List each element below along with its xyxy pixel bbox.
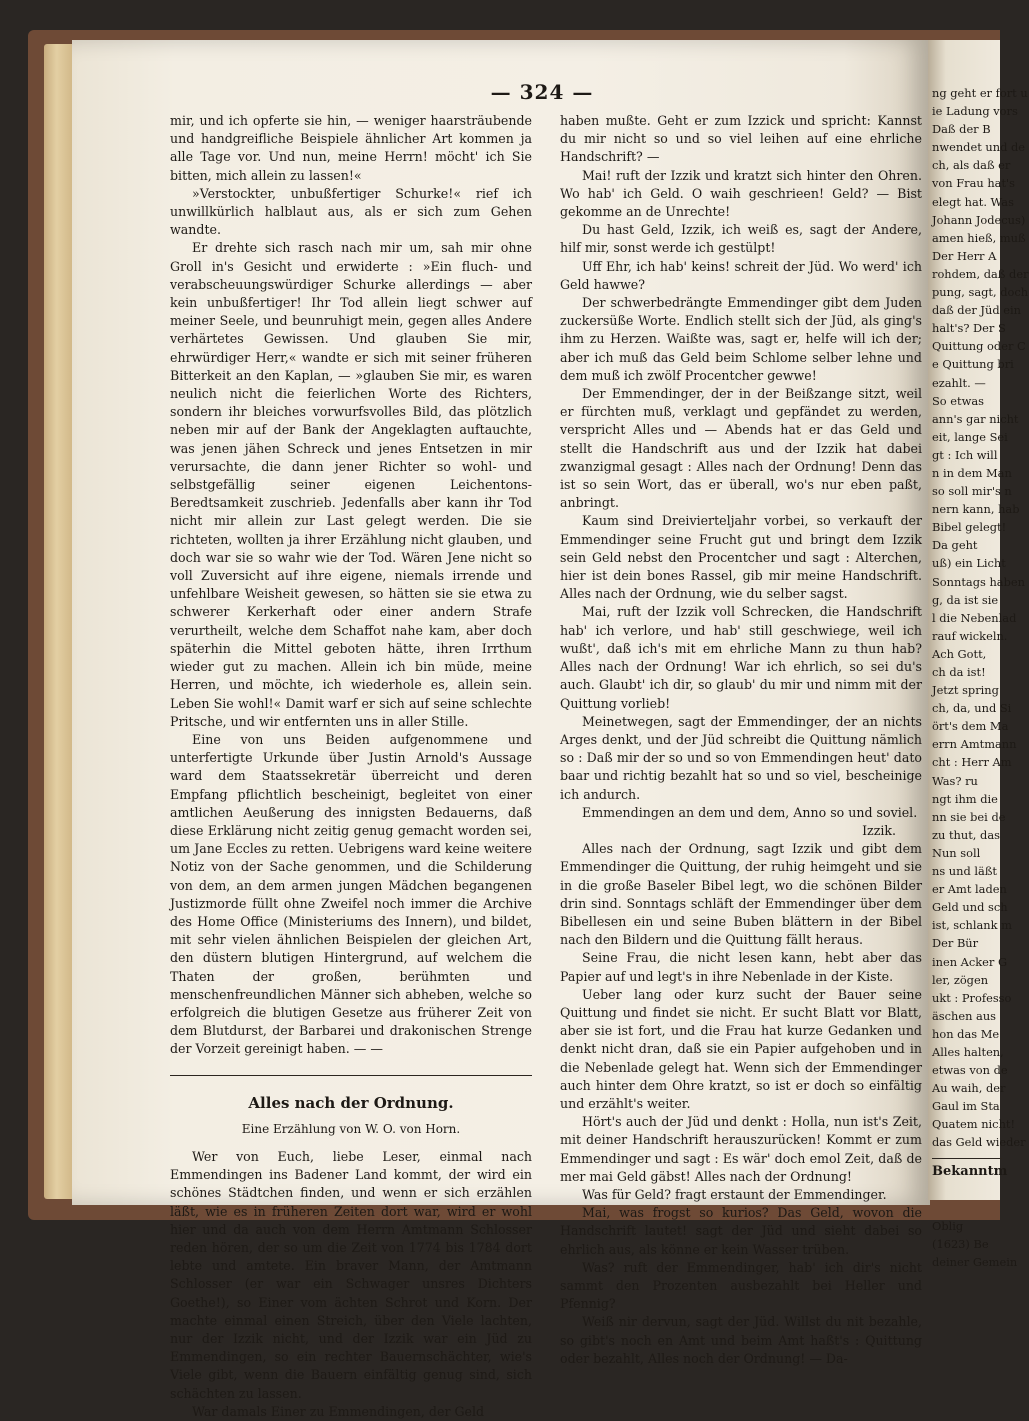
next-page-line: ler, zögen [932, 972, 989, 987]
next-page-line: halt's? Der S [932, 321, 1006, 336]
next-page-line: n in dem Man [932, 465, 1012, 480]
next-page-edge [928, 40, 1029, 1269]
next-page-line: Bibel gelegt! [932, 520, 1007, 535]
paragraph: Meinetwegen, sagt der Emmendinger, der an nichts Arges denkt, und der Jüd schreibt die Quittung nämlich so : Daß mir der so und so von Emmendingen heut' dato baar und richtig bezahlt hat so und so viel, bescheinige ich andurch. [560, 713, 922, 802]
paragraph: Ueber lang oder kurz sucht der Bauer seine Quittung und findet sie nicht. Er sucht Blatt vor Blatt, aber sie ist fort, und die Frau hat kurze Gedanken und denkt nicht dran, daß sie ein Papier aufgehoben und in die Nebenlade gelegt hat. Wenn sich der Emmendinger auch hinter dem Ohre kratzt, so ist er doch so einfältig und erzählt's weiter. [560, 986, 922, 1111]
next-page-line: g, da ist sie [932, 592, 999, 607]
next-page-line: ukt : Professo [932, 990, 1012, 1005]
next-page-line: Jetzt spring [932, 683, 999, 698]
next-page-line: amen hieß, muß [932, 230, 1026, 245]
next-page-line: hon das Me [932, 1026, 1000, 1041]
paragraph: Izzik. [862, 822, 896, 838]
section-divider [170, 1075, 532, 1076]
next-page-line: ezahlt. — [932, 375, 986, 390]
next-page-line: cht : Herr Am [932, 755, 1012, 770]
paragraph: haben mußte. Geht er zum Izzick und spricht: Kannst du mir nicht so und so viel leihen auf eine ehrliche Handschrift? — [560, 113, 922, 165]
next-page-line: (1623) Be [932, 1236, 989, 1251]
next-page-line: eit, lange Sei [932, 429, 1008, 444]
next-page-line: ng geht er fort u [932, 86, 1028, 100]
paragraph: Was? ruft der Emmendinger, hab' ich dir's nicht sammt den Prozenten ausbezahlt bei Heller und Pfennig? [560, 1259, 922, 1312]
next-page-line: so soll mir's n [932, 484, 1012, 499]
right-column [560, 112, 922, 1368]
next-page-line: deiner Gemein [932, 1255, 1018, 1269]
next-page-line: uß) ein Licht [932, 556, 1006, 571]
paragraph: Kaum sind Dreivierteljahr vorbei, so verkauft der Emmendinger seine Frucht gut und bringt dem Izzik sein Geld nebst den Procentcher und sagt : Alterchen, hier ist dein bones Rassel, gib mir meine Handschrift. Alles nach der Ordnung, wie du selber sagst. [560, 513, 922, 602]
next-page-line: Ach Gott, [932, 646, 987, 661]
next-page-line: So etwas [932, 393, 984, 408]
next-page-line: Geld und sch [932, 900, 1008, 915]
next-page-line: elegt hat. Was [932, 194, 1014, 209]
next-page-line: rohdem, daß der [932, 266, 1029, 281]
next-page-line: Nun soll [932, 845, 981, 860]
page-number: — 324 — [490, 80, 594, 104]
next-page-line: pung, sagt, doch [932, 285, 1029, 300]
next-page-line: Bekanntm [932, 1163, 1008, 1179]
next-page-line: errn Amtmann [932, 737, 1017, 752]
next-page-line: Quatem nicht! [932, 1117, 1016, 1132]
story-title: Alles nach der Ordnung. [248, 1093, 454, 1112]
next-page-line: inen Acker G [932, 954, 1008, 969]
next-page-line: äschen aus [932, 1008, 997, 1023]
paragraph: Seine Frau, die nicht lesen kann, hebt aber das Papier auf und legt's in ihre Nebenlade in der Kiste. [560, 950, 922, 984]
next-page-line: ch, als daß er [932, 158, 1011, 173]
left-column [170, 112, 532, 1421]
next-page-line: nn sie bei de [932, 809, 1006, 824]
paragraph: mir, und ich opferte sie hin, — weniger haarsträubende und handgreifliche Beispiele ähnlicher Art kommen ja alle Tage vor. Und nun, meine Herrn! möcht' ich Sie bitten, mich allein zu lassen!« [170, 113, 532, 183]
paragraph: »Verstockter, unbußfertiger Schurke!« rief ich unwillkürlich halblaut aus, als er sich zum Gehen wandte. [170, 185, 532, 238]
next-page-line: ört's dem Ma [932, 719, 1009, 734]
next-page-line: l die Nebenlad [932, 610, 1017, 625]
page-edges [44, 44, 72, 1199]
next-page-line [932, 1158, 1002, 1161]
paragraph: Du hast Geld, Izzik, ich weiß es, sagt der Andere, hilf mir, sonst werde ich gestülpt! [560, 222, 922, 256]
next-page-line: ns und läßt [932, 864, 998, 879]
next-page-line: Au waih, der [932, 1081, 1006, 1096]
paragraph: Er drehte sich rasch nach mir um, sah mir ohne Groll in's Gesicht und erwiderte : »Ein fluch- und verabscheuungswürdiger Schurke allerdings — aber kein unbußfertiger! Ihr Tod allein liegt schwer auf meiner Seele, und beunruhigt mein, gegen alles Andere verhärtetes Gewissen. Und glauben Sie mir, ehrwürdiger Herr,« wandte er sich mit seiner früheren Bitterkeit an den Kaplan, — »glauben Sie mir, es waren neulich nicht die feierlichen Worte des Richters, sondern ihr bleiches vorwurfsvolles Bild, das plötzlich neben mir auf der Bank der Angeklagten auftauchte, was jenen jähen Schreck und jenes Entsetzen in mir verursachte, die dann jener Richter so wohl- und selbstgefällig seiner eigenen Leichentons-Beredtsamkeit zuschrieb. Jedenfalls aber kann ihr Tod nicht mir allein zur Last gelegt werden. Die sie richteten, wollten ja ihrer Erzählung nicht glauben, und doch war sie so wahr wie der Tod. Wären Jene nicht so voll Zuversicht auf ihre eigene, niemals irrende und unfehlbare Weisheit gewesen, so hätten sie sie etwa zu schwerer Kerkerhaft oder einer andern Strafe verurtheilt, welche dem Schaffot nahe kam, aber doch späterhin die Mittel geboten hätte, ihren Irrthum wieder gut zu machen. Allein ich bin müde, meine Herren, und möchte, ich wiederhole es, allein sein. Leben Sie wohl!« Damit warf er sich auf seine schlechte Pritsche, und wir entfernten uns in aller Stille. [170, 240, 532, 729]
story-text [170, 1148, 532, 1421]
next-page-line: nern kann, hab [932, 502, 1020, 517]
next-page-line: ch da ist! [932, 665, 986, 679]
next-page-line: ngt ihm die [932, 791, 998, 806]
paragraph: Der Emmendinger, der in der Beißzange sitzt, weil er fürchten muß, verklagt und gepfändet zu werden, verspricht Alles und — Abends hat er das Geld und stellt die Handschrift aus und der Izzik hat dabei zwanzigmal gesagt : Alles nach der Ordnung! Denn das ist so sein Wort, das er überall, wo's nur eben paßt, anbringt. [560, 386, 922, 511]
next-page-text [932, 84, 1029, 1271]
next-page-line: Was? ru [932, 773, 978, 788]
next-page-line: Sonntags haben [932, 574, 1025, 589]
paragraph: Emmendingen an dem und dem, Anno so und soviel. [582, 804, 918, 820]
paragraph: Eine von uns Beiden aufgenommene und unterfertigte Urkunde über Justin Arnold's Aussage ward dem Staatssekretär überreicht und deren Empfang pflichtlich bescheinigt, begleitet von einer amtlichen Aeußerung des innigsten Bedauerns, daß diese Erklärung nicht zeitig genug gemacht worden sei, um Jane Eccles zu retten. Uebrigens ward keine weitere Notiz von der Sache genommen, und die Schilderung von dem, an dem armen jungen Mädchen begangenen Justizmorde füllt ohne Zweifel noch immer die Archive des Home Office (Ministeriums des Innern), und bildet, mit sehr vielen ähnlichen Beispielen der gleichen Art, den düstern blutigen Hintergrund, auf welchem die Thaten der großen, berühmten und menschenfreundlichen Männer sich abheben, welche so erfolgreich die blutigen Gesetze aus früherer Zeit von dem Blutdurst, der Barbarei und drakonischen Strenge der Vorzeit gereinigt haben. — — [170, 731, 532, 1057]
paragraph: Uff Ehr, ich hab' keins! schreit der Jüd. Wo werd' ich Geld hawwe? [560, 258, 922, 292]
paragraph: Mai, was frogst so kurios? Das Geld, wovon die Handschrift lautet! sagt der Jüd und sieht dabei so ehrlich aus, als könne er kein Wasser trüben. [560, 1205, 922, 1257]
paragraph: Wer von Euch, liebe Leser, einmal nach Emmendingen ins Badener Land kommt, der wird ein schönes Städtchen finden, und wenn er sich erzählen läßt, wie es in früheren Zeiten dort war, wird er wohl hier und da auch von dem Herrn Amtmann Schlosser reden hören, der so um die Zeit von 1774 bis 1784 dort lebte und amtete. Ein braver Mann, der Amtmann Schlosser (er war ein Schwager unsres Dichters Goethe!), so Einer vom ächten Schrot und Korn. Der machte einmal einen Streich, über den Viele lachten, nur der Izzik nicht, und der Izzik war ein Jüd zu Emmendingen, so ein rechter Bauernschächter, wie's Viele gibt, wenn die Bauern einfältig genug sind, sich schächten zu lassen. [170, 1148, 532, 1401]
paragraph: Weiß nir dervun, sagt der Jüd. Willst du nit bezahle, so gibt's noch en Amt und beim Amt haßt's : Quittung oder bezahlt, Alles noch der Ordnung! — Da- [560, 1314, 922, 1366]
next-page-line: Oblig [932, 1218, 964, 1233]
next-page-line: e Quittung bri [932, 357, 1014, 372]
story-byline: Eine Erzählung von W. O. von Horn. [241, 1121, 461, 1136]
next-page-line: er Amt laden [932, 882, 1007, 897]
book-page [72, 40, 930, 1419]
next-page-line: ie Ladung vors [932, 104, 1018, 119]
next-page-line: Johann Jodecus) [932, 212, 1026, 227]
next-page-line [932, 1181, 1002, 1199]
paragraph: War damals Einer zu Emmendingen, der Geld [192, 1403, 485, 1419]
next-page-line: Daß der B [932, 122, 991, 137]
next-page-line: Gaul im Sta [932, 1099, 1000, 1114]
next-page-line: ist, schlank m [932, 918, 1012, 933]
left-column-text [170, 112, 532, 1059]
paragraph: Was für Geld? fragt erstaunt der Emmendinger. [582, 1186, 887, 1202]
next-page-line: rauf wickeln. [932, 628, 1008, 643]
next-page-line [932, 1199, 1002, 1217]
paragraph: Alles nach der Ordnung, sagt Izzik und gibt dem Emmendinger die Quittung, der ruhig heimgeht und sie in die große Baseler Bibel legt, wo die schönen Bilder drin sind. Sonntags schläft der Emmendinger über dem Bibellesen ein und seine Buben blättern in der Bibel nach den Bildern und die Quittung fällt heraus. [560, 841, 922, 948]
next-page-line: ann's gar nicht [932, 411, 1019, 426]
right-column-text [560, 112, 922, 1368]
paragraph: Hört's auch der Jüd und denkt : Holla, nun ist's Zeit, mit deiner Handschrift herauszurücken! Kommt er zum Emmendinger und sagt : Es wär' doch emol Zeit, daß de mer mai Geld gäbst! Alles nach der Ordnung! [560, 1114, 922, 1184]
next-page-line: Der Herr A [932, 248, 997, 263]
next-page-line: daß der Jüd ein [932, 303, 1021, 318]
next-page-line: Der Bür [932, 936, 979, 951]
next-page-line: gt : Ich will [932, 447, 998, 462]
next-page-line: Da geht [932, 538, 978, 553]
next-page-line: Alles halten, [932, 1044, 1004, 1059]
paragraph: Der schwerbedrängte Emmendinger gibt dem Juden zuckersüße Worte. Endlich stellt sich der Jüd, als ging's ihm zu Herzen. Waißte was, sagt er, helfe will ich der; aber ich muß das Geld beim Schlome selber lehne und dem muß ich zwölf Procentcher gewwe! [560, 295, 922, 383]
next-page-line: ch, da, und Si [932, 701, 1012, 716]
next-page-line: nwendet und de [932, 140, 1026, 155]
next-page-line: etwas von de [932, 1063, 1008, 1078]
paragraph: Mai! ruft der Izzik und kratzt sich hinter den Ohren. Wo hab' ich Geld. O waih geschrieen! Geld? — Bist gekomme an de Unrechte! [560, 167, 922, 220]
paragraph: Mai, ruft der Izzik voll Schrecken, die Handschrift hab' ich verlore, und hab' still geschwiege, weil ich wußt', daß ich's mit em ehrliche Mann zu thun hab? Alles nach der Ordnung! War ich ehrlich, so sei du's auch. Glaubt' ich dir, so glaub' du mir und nimm mit der Quittung vorlieb! [560, 604, 922, 711]
next-page-line: zu thut, das [932, 827, 1000, 842]
next-page-line: das Geld wieder [932, 1135, 1026, 1150]
next-page-line: von Frau hat's [932, 176, 1016, 191]
next-page-line: Quittung oder C [932, 339, 1026, 354]
